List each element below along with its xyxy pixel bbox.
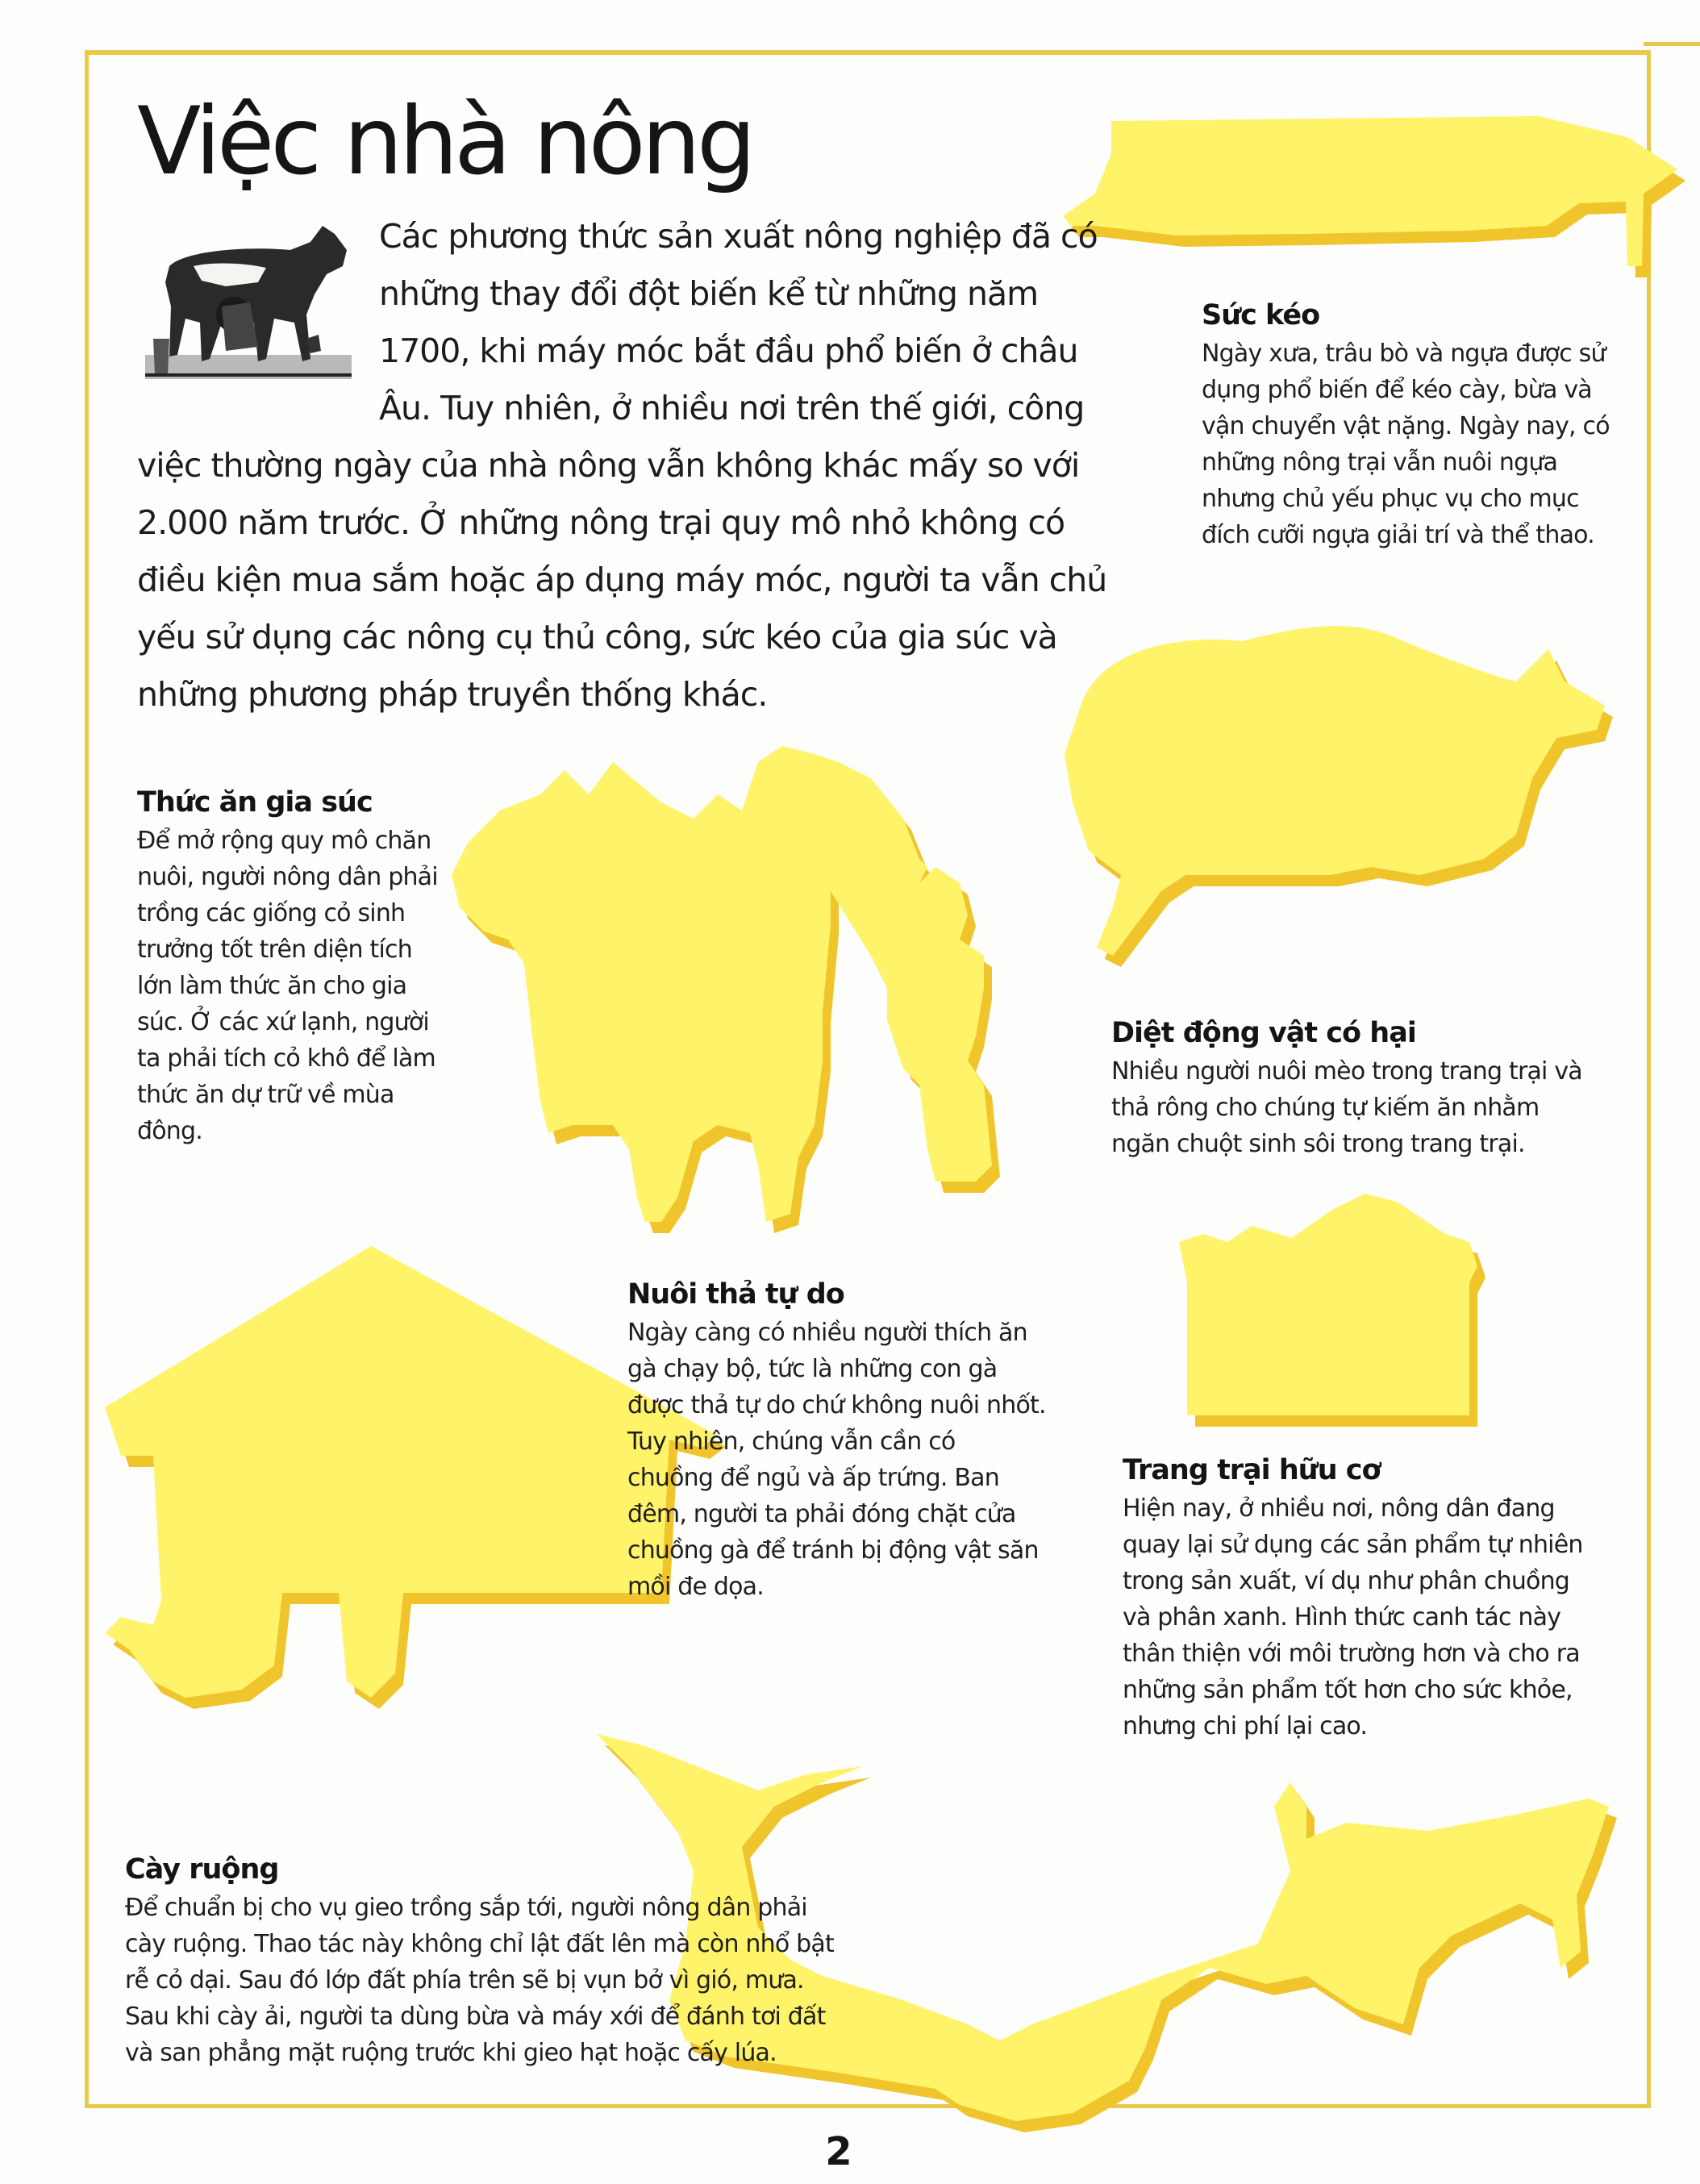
section-text: Ngày càng có nhiều người thích ăn gà chạy bộ, tức là những con gà được thả tự do chứ không nuôi nhốt. Tuy nhiên, chúng vẫn cần có chuồng để ngủ và ấp trứng. Ban đêm, người ta phải đóng chặt cửa chuồng gà để tránh bị động vật săn mồi đe dọa. [627,1319,1046,1601]
section-heading: Cày ruộng [125,1853,279,1886]
section-heading: Sức kéo [1202,299,1320,331]
section-text: Hiện nay, ở nhiều nơi, nông dân đang quay lại sử dụng các sản phẩm tự nhiên trong sản xuất, ví dụ như phân chuồng và phân xanh. Hình thức canh tác này thân thiện với môi trường hơn và cho ra những sản phẩm tốt hơn cho sức khỏe, nhưng chi phí lại cao. [1123,1494,1583,1740]
barn-roof-silhouette [1063,105,1677,266]
section-cay-ruong [125,1851,851,2071]
section-diet-dong-vat [1111,1015,1595,1162]
section-thuc-an-gia-suc [137,784,444,1149]
section-heading: Trang trại hữu cơ [1123,1454,1381,1486]
section-text: Để chuẩn bị cho vụ gieo trồng sắp tới, người nông dân phải cày ruộng. Thao tác này không chỉ lật đất lên mà còn nhổ bật rễ cỏ dại. Sau đó lớp đất phía trên sẽ bị vụn bở vì gió, mưa. Sau khi cày ải, người ta dùng bừa và máy xới để đánh tơi đất và san phẳng mặt ruộng trước khi gieo hạt hoặc cấy lúa. [125,1894,834,2067]
section-heading: Thức ăn gia súc [137,786,373,819]
section-nuoi-tha-tu-do [627,1276,1047,1605]
section-heading: Nuôi thả tự do [627,1278,844,1311]
ox-silhouette [1065,609,1613,976]
crate-silhouette [1179,1194,1477,1415]
section-suc-keo [1202,297,1621,553]
farmer-hay-silhouette [452,746,1008,1222]
section-text: Để mở rộng quy mô chăn nuôi, người nông dân phải trồng các giống cỏ sinh trưởng tốt trên diện tích lớn làm thức ăn cho gia súc. Ở các xứ lạnh, người ta phải tích cỏ khô để làm thức ăn dự trữ về mùa đông. [137,827,438,1145]
section-text: Nhiều người nuôi mèo trong trang trại và thả rông cho chúng tự kiếm ăn nhằm ngăn chuột sinh sôi trong trang trại. [1111,1057,1582,1158]
page-border-corner [1644,42,1700,57]
page-title: Việc nhà nông [137,87,752,196]
section-heading: Diệt động vật có hại [1111,1017,1416,1049]
section-trang-trai-huu-co [1123,1452,1598,1744]
intro-paragraph: Các phương thức sản xuất nông nghiệp đã có những thay đổi đột biến kể từ những năm 1700, khi máy móc bắt đầu phổ biến ở châu Âu. Tuy nhiên, ở nhiều nơi trên thế giới, công việc thường ngày của nhà nông vẫn không khác mấy so với 2.000 năm trước. Ở những nông trại quy mô nhỏ không có điều kiện mua sắm hoặc áp dụng máy móc, người ta vẫn chủ yếu sử dụng các nông cụ thủ công, sức kéo của gia súc và những phương pháp truyền thống khác. [137,217,1107,714]
section-text: Ngày xưa, trâu bò và ngựa được sử dụng phổ biến để kéo cày, bừa và vận chuyển vật nặng. Ngày nay, có những nông trại vẫn nuôi ngựa nhưng chủ yếu phục vụ cho mục đích cưỡi ngựa giải trí và thể thao. [1202,340,1610,549]
hen-house-silhouette [105,1246,718,1706]
page-number: 2 [825,2129,852,2174]
